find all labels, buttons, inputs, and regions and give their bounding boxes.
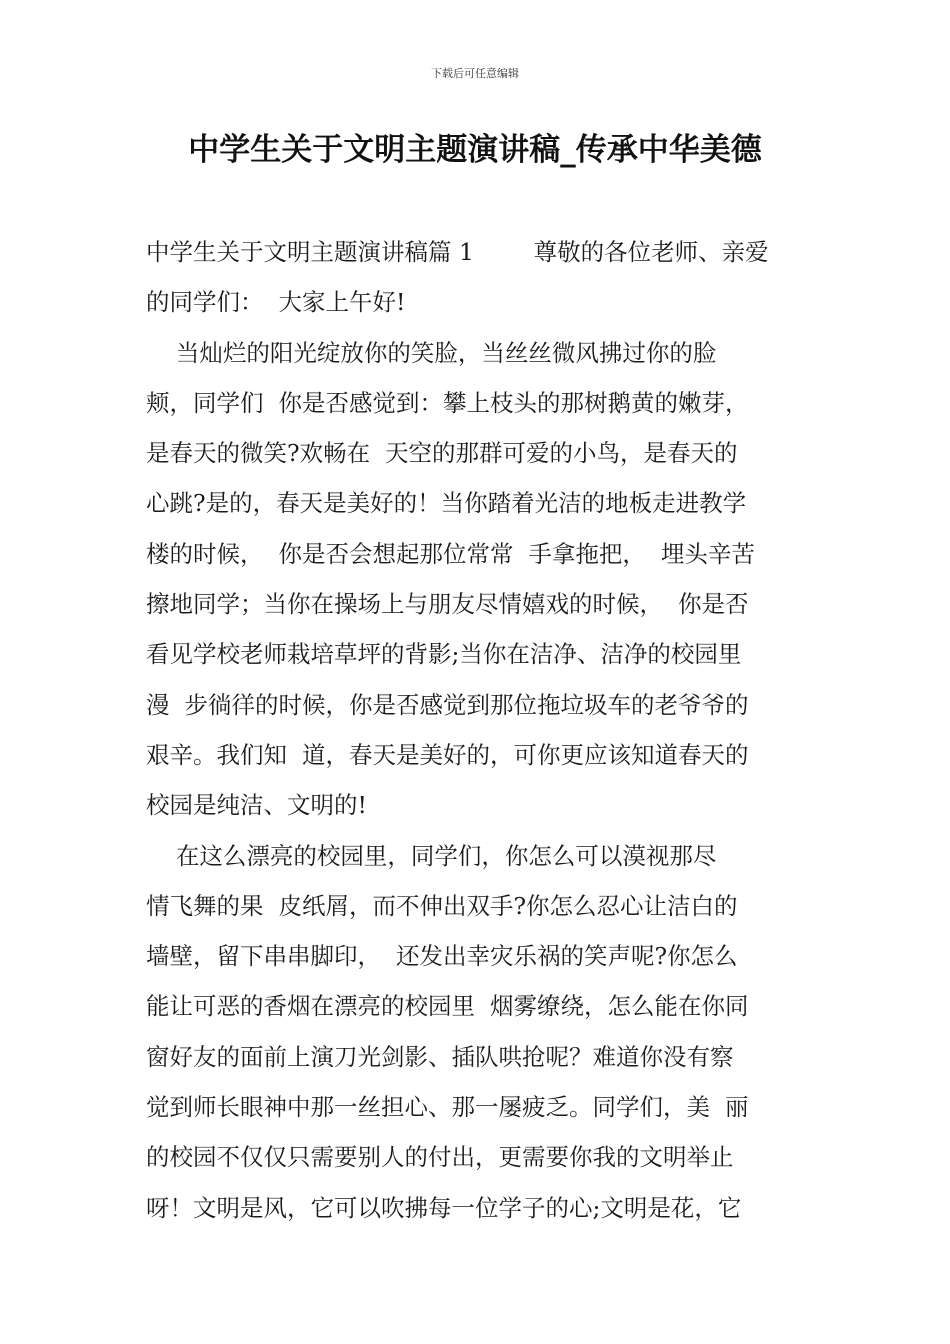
text-line: 的同学们： 大家上午好! xyxy=(146,288,406,317)
text-line: 当灿烂的阳光绽放你的笑脸，当丝丝微风拂过你的脸 xyxy=(146,338,717,367)
text-line: 的校园不仅仅只需要别人的付出，更需要你我的文明举止 xyxy=(146,1143,734,1172)
text-line: 颊，同学们 你是否感觉到：攀上枝头的那树鹅黄的嫩芽， xyxy=(146,388,749,417)
text-line: 艰辛。我们知 道，春天是美好的，可你更应该知道春天的 xyxy=(146,740,749,769)
text-line: 呀！文明是风，它可以吹拂每一位学子的心;文明是花，它 xyxy=(146,1193,742,1222)
text-line: 擦地同学；当你在操场上与朋友尽情嬉戏的时候， 你是否 xyxy=(146,590,749,619)
text-line: 窗好友的面前上演刀光剑影、插队哄抢呢？难道你没有察 xyxy=(146,1042,734,1071)
text-line: 在这么漂亮的校园里，同学们，你怎么可以漠视那尽 xyxy=(146,841,717,870)
text-line: 能让可恶的香烟在漂亮的校园里 烟雾缭绕，怎么能在你同 xyxy=(146,992,749,1021)
text-line: 漫 步徜徉的时候，你是否感觉到那位拖垃圾车的老爷爷的 xyxy=(146,690,749,719)
text-line: 校园是纯洁、文明的! xyxy=(146,791,367,820)
text-line: 是春天的微笑?欢畅在 天空的那群可爱的小鸟，是春天的 xyxy=(146,439,738,468)
text-line: 看见学校老师栽培草坪的背影;当你在洁净、洁净的校园里 xyxy=(146,640,742,669)
text-line: 心跳?是的，春天是美好的！当你踏着光洁的地板走进教学 xyxy=(146,489,747,518)
header-note: 下载后可任意编辑 xyxy=(431,67,519,80)
text-line: 墙壁，留下串串脚印， 还发出幸灾乐祸的笑声呢?你怎么 xyxy=(146,942,738,971)
text-line: 楼的时候， 你是否会想起那位常常 手拿拖把， 埋头辛苦 xyxy=(146,539,755,568)
text-line: 情飞舞的果 皮纸屑，而不伸出双手?你怎么忍心让洁白的 xyxy=(146,891,738,920)
document-title: 中学生关于文明主题演讲稿_传承中华美德 xyxy=(188,132,762,168)
speech-body xyxy=(146,227,806,1233)
text-line: 觉到师长眼神中那一丝担心、那一屡疲乏。同学们，美 丽 xyxy=(146,1093,749,1122)
text-line: 中学生关于文明主题演讲稿篇 1 尊敬的各位老师、亲爱 xyxy=(146,238,769,266)
